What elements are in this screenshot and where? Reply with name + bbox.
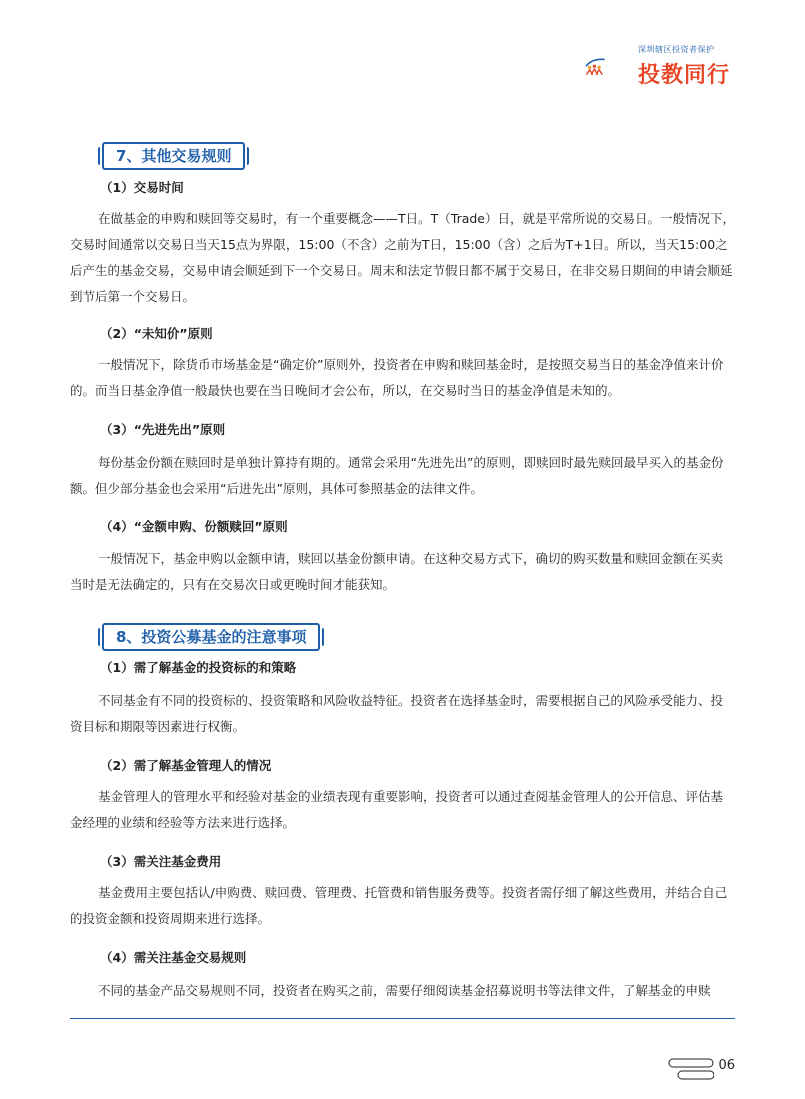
logo-title: 投教同行 [638, 63, 731, 88]
section-title-8: 8、投资公募基金的注意事项 [102, 623, 320, 651]
section-title-7: 7、其他交易规则 [102, 142, 245, 170]
subsection-heading: （4）需关注基金交易规则 [100, 950, 247, 965]
logo-emblem-icon [584, 44, 644, 90]
paragraph: 基金费用主要包括认/申购费、赎回费、管理费、托管费和销售服务费等。投资者需仔细了解这些费用，并结合自己的投资金额和投资周期来进行选择。 [70, 885, 728, 926]
subsection-heading: （4）“金额申购、份额赎回”原则 [100, 519, 288, 534]
subsection-heading: （1）需了解基金的投资标的和策略 [100, 660, 297, 675]
page-number: 06 [718, 1058, 735, 1073]
paragraph: 一般情况下，除货币市场基金是“确定价”原则外，投资者在申购和赎回基金时，是按照交易当日的基金净值来计价的。而当日基金净值一般最快也要在当日晚间才会公布，所以，在交易时当日的基金净值是未知的。 [70, 357, 724, 398]
subsection-heading: （3）需关注基金费用 [100, 854, 222, 869]
paragraph: 不同的基金产品交易规则不同，投资者在购买之前，需要仔细阅读基金招募说明书等法律文件，了解基金的申赎 [98, 983, 711, 998]
paragraph: 一般情况下，基金申购以金额申请，赎回以基金份额申请。在这种交易方式下，确切的购买数量和赎回金额在买卖当时是无法确定的，只有在交易次日或更晚时间才能获知。 [70, 551, 724, 592]
subsection-heading: （2）需了解基金管理人的情况 [100, 758, 272, 773]
paragraph: 基金管理人的管理水平和经验对基金的业绩表现有重要影响，投资者可以通过查阅基金管理人的公开信息、评估基金经理的业绩和经验等方法来进行选择。 [70, 789, 724, 830]
paragraph: 在做基金的申购和赎回等交易时，有一个重要概念——T日。T（Trade）日，就是平常所说的交易日。一般情况下，交易时间通常以交易日当天15点为界限，15:00（不含）之前为T日，15:00（含）之后为T+1日。所以，当天15:00之后产生的基金交易，交易申请会顺延到下一个交易日。周末和法定节假日都不属于交易日，在非交易日期间的申请会顺延到节后第一个交易日。 [70, 211, 735, 304]
footer-divider [70, 1018, 735, 1019]
paragraph: 不同基金有不同的投资标的、投资策略和风险收益特征。投资者在选择基金时，需要根据自己的风险承受能力、投资目标和期限等因素进行权衡。 [70, 693, 724, 734]
subsection-heading: （3）“先进先出”原则 [100, 422, 226, 437]
page-number-decoration-icon [668, 1057, 714, 1081]
subsection-heading: （2）“未知价”原则 [100, 326, 213, 341]
paragraph: 每份基金份额在赎回时是单独计算持有期的。通常会采用“先进先出”的原则，即赎回时最先赎回最早买入的基金份额。但少部分基金也会采用“后进先出”原则，具体可参照基金的法律文件。 [70, 455, 724, 496]
logo-subtitle: 深圳辖区投资者保护 [638, 45, 715, 54]
subsection-heading: （1）交易时间 [100, 180, 184, 195]
